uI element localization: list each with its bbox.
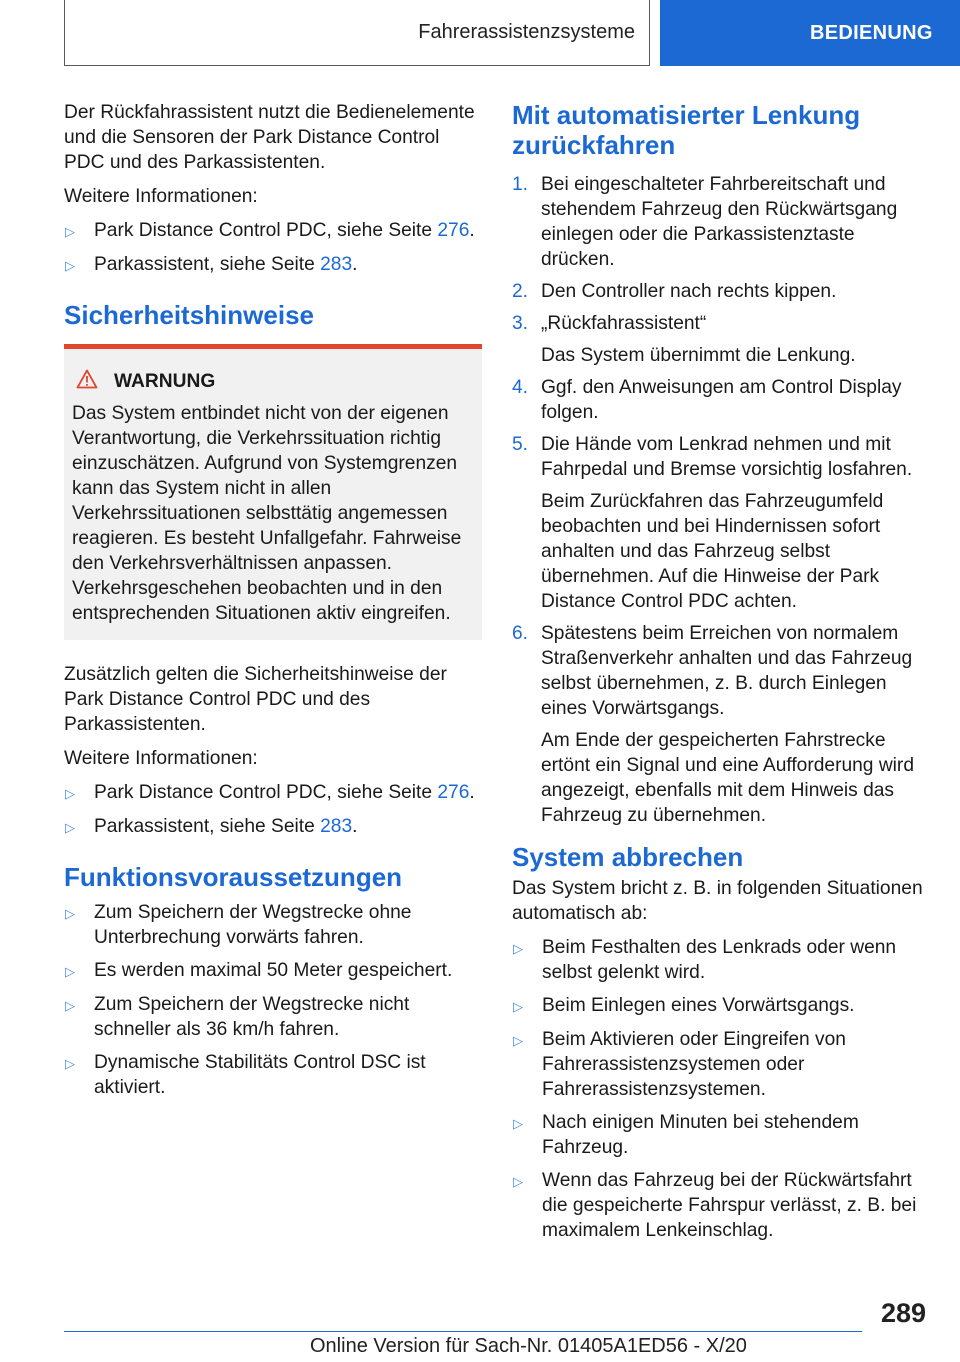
step-text: Spätestens beim Erreichen von normalem Straßenverkehr anhalten und das Fahrzeug selbst übernehmen, z. B. durch Einlegen eines Vorwärtsgangs. [541,623,913,719]
header-section-tab [64,0,650,66]
list-item: ▷ Park Distance Control PDC, siehe Seite 276. [64,218,482,244]
triangle-bullet-icon: ▷ [65,906,75,921]
triangle-bullet-icon: ▷ [65,998,75,1013]
step-text: „Rückfahrassistent“ [541,313,707,334]
list-item: ▷ Parkassistent, siehe Seite 283. [64,814,482,840]
list-item: ▷ Nach einigen Minuten bei stehendem Fahrzeug. [513,1112,859,1158]
step-item [512,621,926,828]
reference-text: Park Distance Control PDC, siehe Seite [94,782,438,803]
prerequisites-heading: Funktionsvoraussetzungen [64,862,403,892]
list-item: ▷ Beim Festhalten des Lenkrads oder wenn selbst gelenkt wird. [513,937,897,983]
list-item: ▷ Beim Aktivieren oder Eingreifen von Fahrerassistenzsystemen oder Fahrerassistenzsystemen. [513,1029,846,1100]
left-column [64,100,482,1108]
list-item: ▷ Wenn das Fahrzeug bei der Rückwärtsfahrt die gespeicherte Fahrspur verlässt, z. B. bei maximalem Lenkeinschlag. [513,1170,917,1241]
step-item [512,311,926,368]
reference-text: Parkassistent, siehe Seite [94,254,321,275]
prerequisites-list [64,900,482,1100]
abort-heading: System abbrechen [512,842,744,872]
page-link-283[interactable]: 283 [320,254,353,275]
warning-text: Das System entbindet nicht von der eigenen Verantwortung, die Verkehrssituation richtig einzuschätzen. Aufgrund von Systemgrenzen kann das System nicht in allen Verkehrssituationen selbsttätig angemessen reagieren. Es besteht Unfallgefahr. Fahrweise den Verkehrsverhältnissen anpassen. Verkehrsgeschehen beobachten und in den entsprechenden Situationen aktiv eingreifen. [72,403,462,624]
triangle-bullet-icon: ▷ [513,1033,523,1048]
header-chapter-title: BEDIENUNG [810,21,933,44]
intro-paragraph: Der Rückfahrassistent nutzt die Bedienelemente und die Sensoren der Park Distance Control PDC und des Parkassistenten. [64,102,475,173]
list-item: ▷ Parkassistent, siehe Seite 283. [64,252,482,278]
triangle-bullet-icon: ▷ [513,1116,523,1131]
triangle-bullet-icon: ▷ [513,941,523,956]
triangle-bullet-icon: ▷ [65,1056,75,1071]
warning-triangle-icon [76,369,114,395]
right-column [512,100,926,1251]
step-text: Ggf. den Anweisungen am Control Display folgen. [541,377,902,423]
step-note: Das System übernimmt die Lenkung. [541,345,856,366]
abort-list [512,935,926,1243]
page-link-276[interactable]: 276 [437,220,470,241]
footer-divider [64,1331,862,1332]
step-item [512,432,926,614]
step-number: 3. [512,313,529,334]
step-item [512,172,926,272]
step-text: Die Hände vom Lenkrad nehmen und mit Fahrpedal und Bremse vorsichtig losfahren. [541,434,913,480]
triangle-bullet-icon: ▷ [65,964,75,979]
triangle-bullet-icon: ▷ [513,999,523,1014]
list-item: ▷ Dynamische Stabilitäts Control DSC ist aktiviert. [65,1052,426,1098]
warning-title: WARNUNG [114,371,216,392]
additional-safety-paragraph: Zusätzlich gelten die Sicherheitshinweise der Park Distance Control PDC und des Parkassistenten. [64,664,447,735]
triangle-bullet-icon: ▷ [65,224,75,239]
more-info-label: Weitere Informationen: [64,186,258,207]
list-item: ▷ Park Distance Control PDC, siehe Seite 276. [64,780,482,806]
triangle-bullet-icon: ▷ [65,786,75,801]
list-item: ▷ Es werden maximal 50 Meter gespeichert. [64,958,482,984]
header-section-title: Fahrerassistenzsysteme [418,21,635,43]
step-note: Beim Zurückfahren das Fahrzeugumfeld beobachten und bei Hindernissen sofort anhalten und das Fahrzeug selbst übernehmen. Auf die Hinweise der Park Distance Control PDC achten. [541,491,884,612]
step-text: Bei eingeschalteter Fahrbereitschaft und stehendem Fahrzeug den Rückwärtsgang einlegen oder die Parkassistenztaste drücken. [541,174,898,270]
reference-text: Park Distance Control PDC, siehe Seite [94,220,438,241]
step-number: 6. [512,623,529,644]
step-item [512,375,926,425]
page-number: 289 [880,1298,926,1328]
reference-list [64,780,482,840]
triangle-bullet-icon: ▷ [513,1174,523,1189]
auto-steering-heading: Mit automatisierter Lenkung zurückfahren [512,100,861,160]
more-info-label: Weitere Informationen: [64,748,258,769]
step-text: Den Controller nach rechts kippen. [541,281,837,302]
triangle-bullet-icon: ▷ [65,258,75,273]
triangle-bullet-icon: ▷ [65,820,75,835]
page-link-276[interactable]: 276 [437,782,470,803]
warning-box [64,344,482,640]
footer-version-text: Online Version für Sach-Nr. 01405A1ED56 - X/20 [310,1335,747,1357]
page-link-283[interactable]: 283 [320,816,353,837]
step-number: 2. [512,281,529,302]
step-number: 5. [512,434,529,455]
abort-intro: Das System bricht z. B. in folgenden Situationen automatisch ab: [512,878,923,924]
list-item: ▷ Zum Speichern der Wegstrecke ohne Unterbrechung vorwärts fahren. [65,902,412,948]
list-item: ▷ Beim Einlegen eines Vorwärtsgangs. [512,993,926,1019]
step-number: 4. [512,377,529,398]
list-item: ▷ Zum Speichern der Wegstrecke nicht schneller als 36 km/h fahren. [65,994,410,1040]
safety-heading: Sicherheitshinweise [64,300,314,330]
steps-list [512,172,926,828]
reference-text: Parkassistent, siehe Seite [94,816,321,837]
warning-header [72,369,474,395]
header-chapter-tab [660,0,960,66]
step-item [512,279,926,304]
reference-list [64,218,482,278]
step-note: Am Ende der gespeicherten Fahrstrecke ertönt ein Signal und eine Aufforderung wird angezeigt, ebenfalls mit dem Hinweis das Fahrzeug zu übernehmen. [541,730,914,826]
step-number: 1. [512,174,529,195]
